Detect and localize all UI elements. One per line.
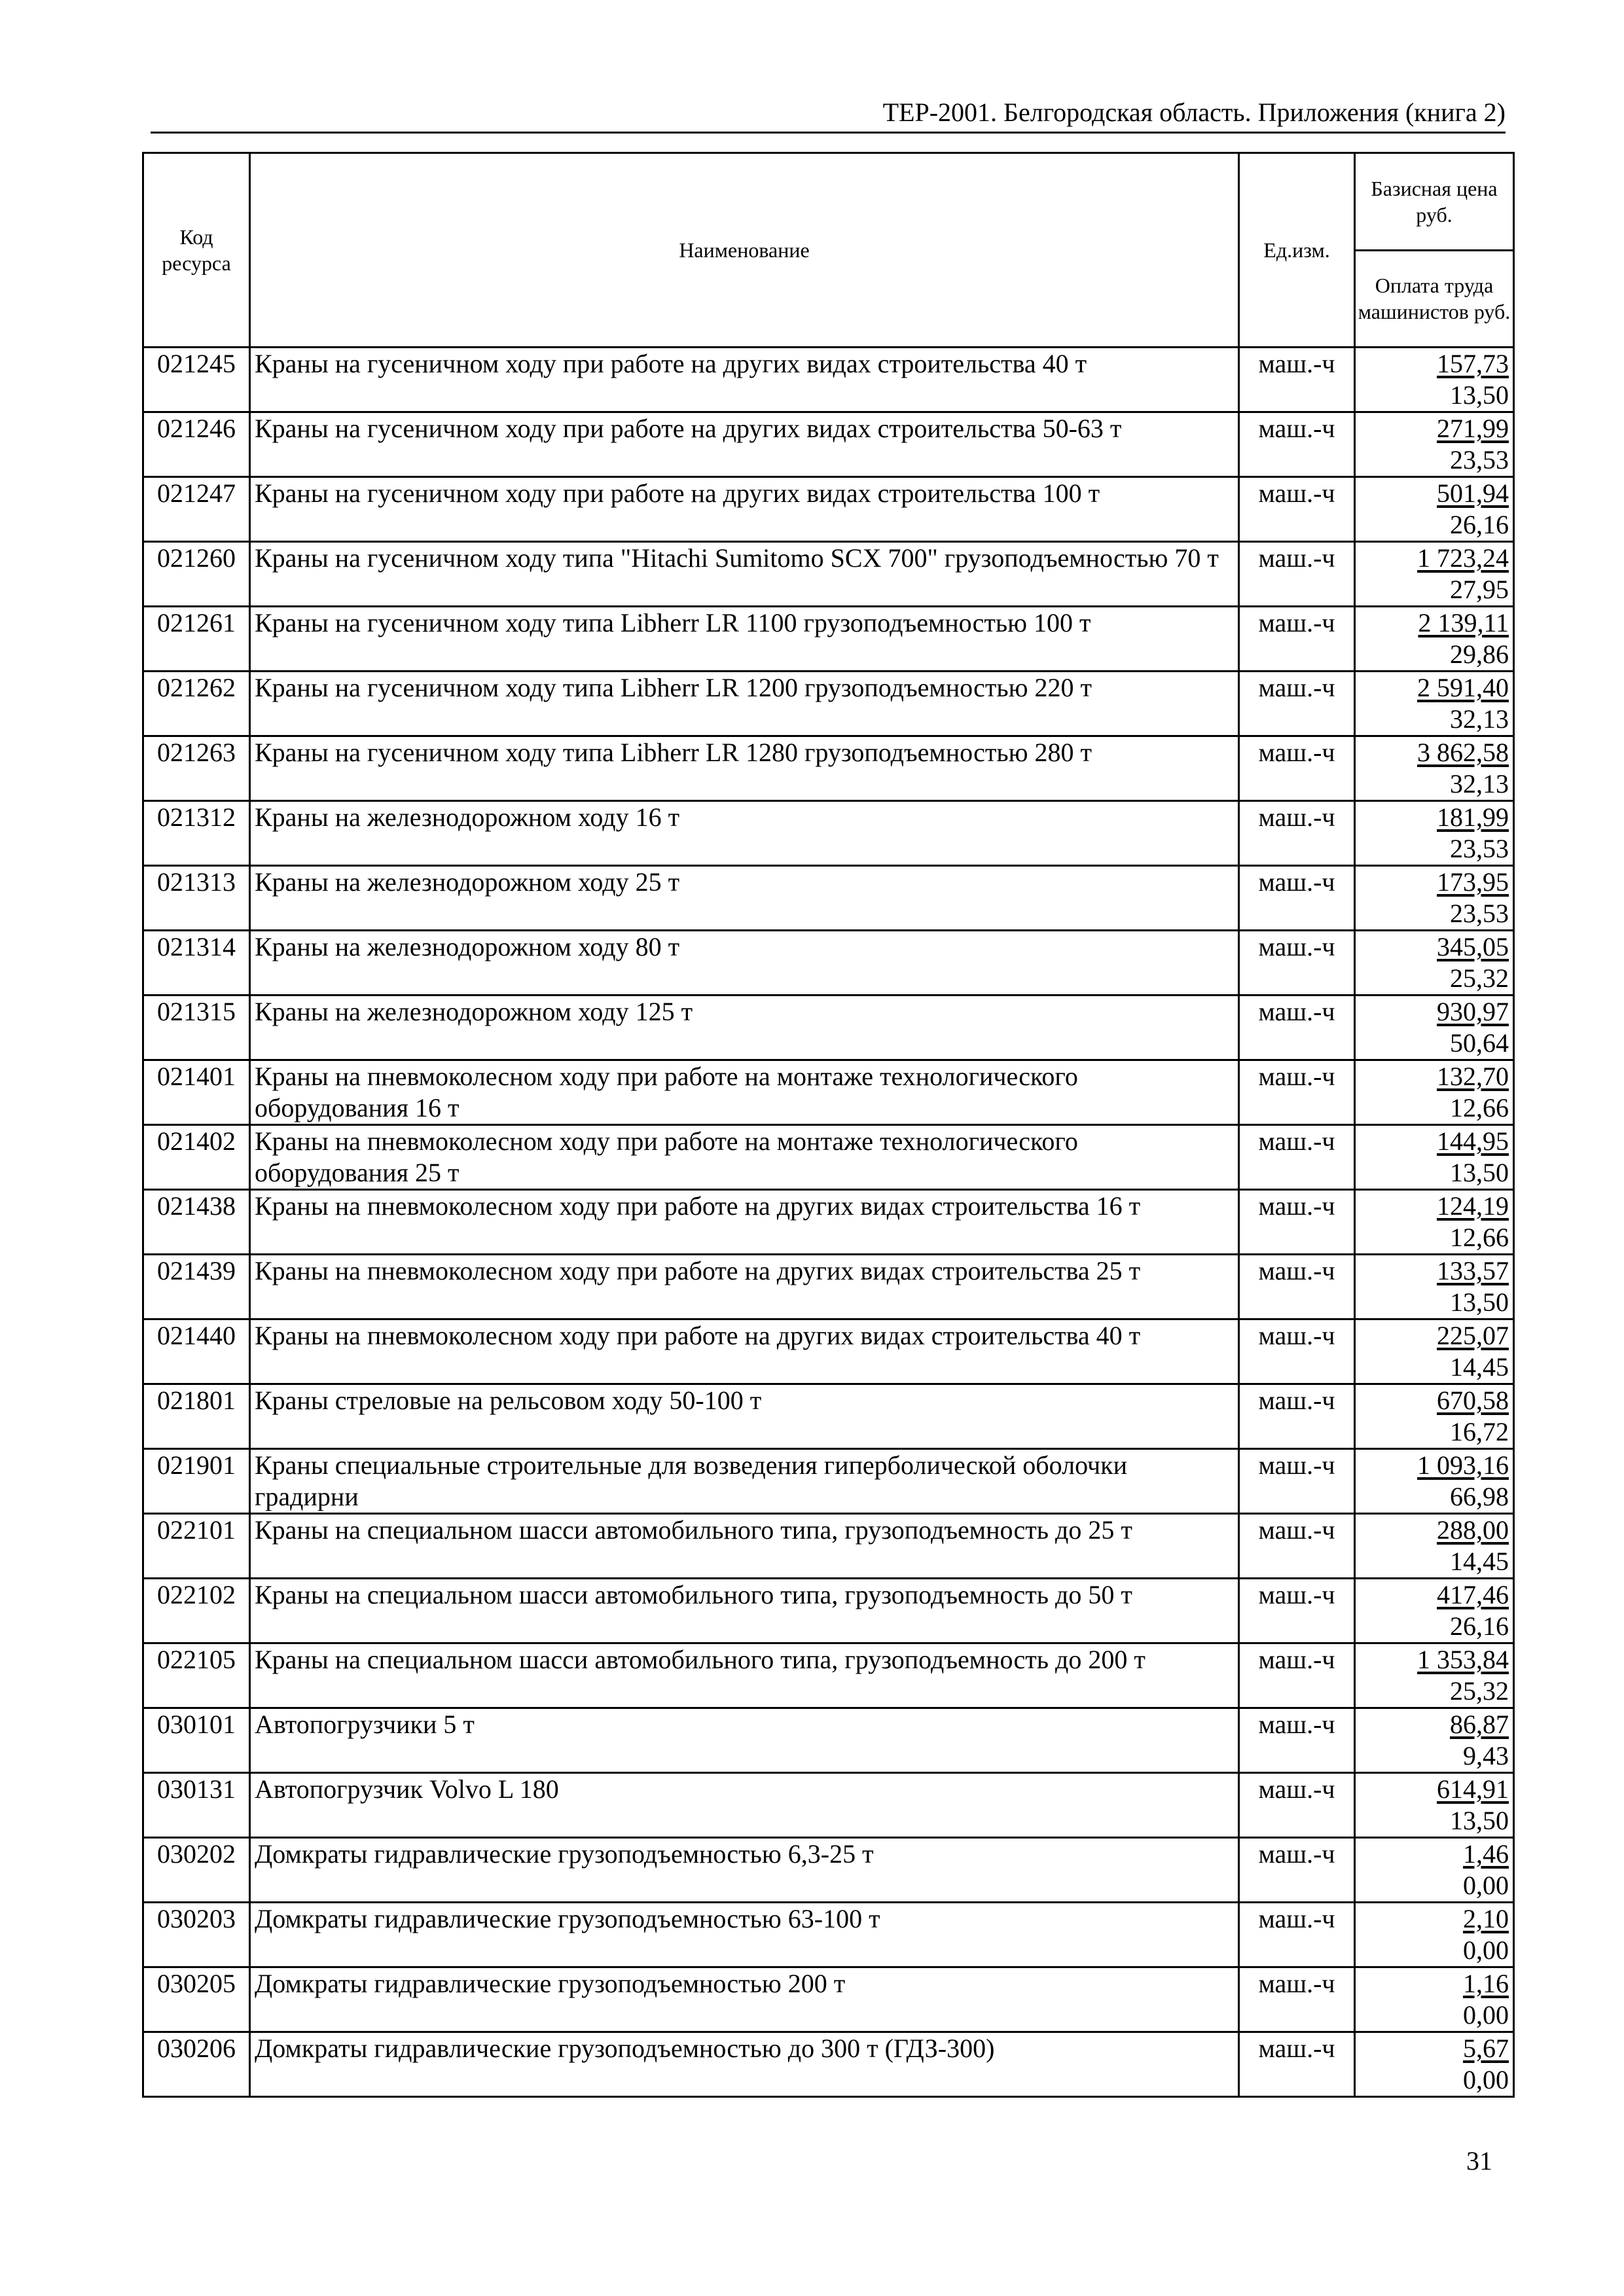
operator-pay: 26,16 — [1450, 1611, 1509, 1641]
resource-unit: маш.-ч — [1239, 1903, 1355, 1967]
base-price: 670,58 — [1437, 1386, 1509, 1415]
resource-values — [1355, 1514, 1514, 1579]
base-price: 173,95 — [1437, 867, 1509, 897]
operator-pay: 32,13 — [1450, 704, 1509, 734]
resource-name: Краны на железнодорожном ходу 25 т — [250, 866, 1239, 931]
base-price: 157,73 — [1437, 349, 1509, 378]
resource-name: Автопогрузчик Volvo L 180 — [250, 1773, 1239, 1838]
base-price: 271,99 — [1437, 414, 1509, 443]
operator-pay: 12,66 — [1450, 1223, 1509, 1252]
col-header-price: Базисная цена руб. — [1355, 153, 1514, 251]
resource-code: 021438 — [143, 1190, 250, 1255]
operator-pay: 25,32 — [1450, 1676, 1509, 1706]
base-price: 1 723,24 — [1417, 543, 1509, 573]
resource-code: 021440 — [143, 1319, 250, 1384]
operator-pay: 12,66 — [1450, 1093, 1509, 1122]
resource-unit: маш.-ч — [1239, 1449, 1355, 1514]
operator-pay: 66,98 — [1450, 1482, 1509, 1511]
operator-pay: 27,95 — [1450, 575, 1509, 604]
resource-code: 030131 — [143, 1773, 250, 1838]
resource-unit: маш.-ч — [1239, 542, 1355, 607]
resource-values — [1355, 1967, 1514, 2032]
table-row — [143, 1125, 1514, 1190]
base-price: 501,94 — [1437, 478, 1509, 508]
resource-values — [1355, 1643, 1514, 1708]
resource-values — [1355, 931, 1514, 996]
table-row — [143, 931, 1514, 996]
resource-unit: маш.-ч — [1239, 1838, 1355, 1903]
table-row — [143, 996, 1514, 1060]
col-header-unit: Ед.изм. — [1239, 153, 1355, 348]
resource-values — [1355, 1773, 1514, 1838]
resource-name: Краны на специальном шасси автомобильного типа, грузоподъемность до 25 т — [250, 1514, 1239, 1579]
resource-name: Краны на специальном шасси автомобильного типа, грузоподъемность до 50 т — [250, 1579, 1239, 1643]
resource-unit: маш.-ч — [1239, 1967, 1355, 2032]
operator-pay: 13,50 — [1450, 1806, 1509, 1835]
resource-unit: маш.-ч — [1239, 348, 1355, 412]
resource-unit: маш.-ч — [1239, 801, 1355, 866]
base-price: 132,70 — [1437, 1062, 1509, 1091]
resource-unit: маш.-ч — [1239, 1190, 1355, 1255]
table-row — [143, 1190, 1514, 1255]
resource-name: Домкраты гидравлические грузоподъемностью 63-100 т — [250, 1903, 1239, 1967]
resource-name: Краны на пневмоколесном ходу при работе на других видах строительства 40 т — [250, 1319, 1239, 1384]
resource-code: 021262 — [143, 672, 250, 736]
resource-unit: маш.-ч — [1239, 1773, 1355, 1838]
operator-pay: 23,53 — [1450, 445, 1509, 475]
operator-pay: 25,32 — [1450, 963, 1509, 993]
table-row — [143, 1838, 1514, 1903]
operator-pay: 14,45 — [1450, 1352, 1509, 1382]
resource-name: Краны на гусеничном ходу типа Libherr LR 1100 грузоподъемностью 100 т — [250, 607, 1239, 672]
resource-code: 021263 — [143, 736, 250, 801]
resource-values — [1355, 736, 1514, 801]
operator-pay: 29,86 — [1450, 639, 1509, 669]
operator-pay: 13,50 — [1450, 1287, 1509, 1317]
base-price: 144,95 — [1437, 1126, 1509, 1156]
table-row — [143, 1060, 1514, 1125]
table-row — [143, 348, 1514, 412]
resource-code: 021313 — [143, 866, 250, 931]
resource-unit: маш.-ч — [1239, 1579, 1355, 1643]
table-row — [143, 1643, 1514, 1708]
resource-name: Краны на гусеничном ходу при работе на других видах строительства 100 т — [250, 477, 1239, 542]
resource-unit: маш.-ч — [1239, 736, 1355, 801]
resource-values — [1355, 1060, 1514, 1125]
resource-values — [1355, 542, 1514, 607]
base-price: 345,05 — [1437, 932, 1509, 961]
resource-unit: маш.-ч — [1239, 996, 1355, 1060]
header-rule — [151, 132, 1506, 134]
resource-unit: маш.-ч — [1239, 412, 1355, 477]
resource-code: 030206 — [143, 2032, 250, 2097]
operator-pay: 9,43 — [1463, 1741, 1509, 1770]
table-row — [143, 801, 1514, 866]
operator-pay: 32,13 — [1450, 769, 1509, 798]
resource-unit: маш.-ч — [1239, 1708, 1355, 1773]
resource-name: Краны на гусеничном ходу типа Libherr LR 1280 грузоподъемностью 280 т — [250, 736, 1239, 801]
resource-name: Краны на пневмоколесном ходу при работе на других видах строительства 25 т — [250, 1255, 1239, 1319]
resource-unit: маш.-ч — [1239, 607, 1355, 672]
base-price: 1,46 — [1463, 1839, 1509, 1869]
operator-pay: 16,72 — [1450, 1417, 1509, 1446]
resource-name: Краны на железнодорожном ходу 16 т — [250, 801, 1239, 866]
resource-values — [1355, 2032, 1514, 2097]
resource-name: Краны специальные строительные для возведения гиперболической оболочки градирни — [250, 1449, 1239, 1514]
resource-code: 021439 — [143, 1255, 250, 1319]
resource-values — [1355, 672, 1514, 736]
operator-pay: 23,53 — [1450, 834, 1509, 863]
table-row — [143, 1514, 1514, 1579]
resource-unit: маш.-ч — [1239, 1514, 1355, 1579]
resource-unit: маш.-ч — [1239, 866, 1355, 931]
resource-values — [1355, 1319, 1514, 1384]
base-price: 288,00 — [1437, 1515, 1509, 1545]
col-header-pay: Оплата труда машинистов руб. — [1355, 250, 1514, 348]
resource-values — [1355, 607, 1514, 672]
table-row — [143, 1903, 1514, 1967]
resource-values — [1355, 477, 1514, 542]
table-row — [143, 1708, 1514, 1773]
resource-code: 021402 — [143, 1125, 250, 1190]
resource-code: 022101 — [143, 1514, 250, 1579]
resource-name: Краны на гусеничном ходу при работе на других видах строительства 40 т — [250, 348, 1239, 412]
resource-unit: маш.-ч — [1239, 477, 1355, 542]
operator-pay: 0,00 — [1463, 1871, 1509, 1900]
resource-values — [1355, 996, 1514, 1060]
resource-name: Домкраты гидравлические грузоподъемностью до 300 т (ГДЗ-300) — [250, 2032, 1239, 2097]
resource-table — [142, 152, 1515, 2098]
resource-name: Домкраты гидравлические грузоподъемностью 6,3-25 т — [250, 1838, 1239, 1903]
table-row — [143, 1255, 1514, 1319]
resource-name: Краны на специальном шасси автомобильного типа, грузоподъемность до 200 т — [250, 1643, 1239, 1708]
operator-pay: 26,16 — [1450, 510, 1509, 539]
page-number: 31 — [1466, 2146, 1492, 2176]
table-row — [143, 1319, 1514, 1384]
resource-values — [1355, 866, 1514, 931]
resource-name: Краны на пневмоколесном ходу при работе на монтаже технологического оборудования 16 т — [250, 1060, 1239, 1125]
resource-code: 021801 — [143, 1384, 250, 1449]
base-price: 2 139,11 — [1418, 608, 1509, 637]
base-price: 614,91 — [1437, 1774, 1509, 1804]
operator-pay: 0,00 — [1463, 2065, 1509, 2094]
resource-code: 021261 — [143, 607, 250, 672]
resource-unit: маш.-ч — [1239, 1643, 1355, 1708]
operator-pay: 0,00 — [1463, 2000, 1509, 2030]
resource-name: Краны на железнодорожном ходу 125 т — [250, 996, 1239, 1060]
resource-unit: маш.-ч — [1239, 1384, 1355, 1449]
resource-code: 021246 — [143, 412, 250, 477]
operator-pay: 0,00 — [1463, 1935, 1509, 1965]
resource-name: Краны на пневмоколесном ходу при работе на других видах строительства 16 т — [250, 1190, 1239, 1255]
resource-code: 021245 — [143, 348, 250, 412]
resource-code: 030101 — [143, 1708, 250, 1773]
col-header-name: Наименование — [250, 153, 1239, 348]
base-price: 2,10 — [1463, 1904, 1509, 1933]
resource-unit: маш.-ч — [1239, 2032, 1355, 2097]
resource-code: 021260 — [143, 542, 250, 607]
operator-pay: 50,64 — [1450, 1028, 1509, 1058]
table-row — [143, 542, 1514, 607]
table-row — [143, 1773, 1514, 1838]
resource-code: 021901 — [143, 1449, 250, 1514]
col-header-code: Код ресурса — [143, 153, 250, 348]
resource-unit: маш.-ч — [1239, 1255, 1355, 1319]
resource-name: Автопогрузчики 5 т — [250, 1708, 1239, 1773]
resource-name: Краны на железнодорожном ходу 80 т — [250, 931, 1239, 996]
resource-values — [1355, 412, 1514, 477]
resource-unit: маш.-ч — [1239, 1060, 1355, 1125]
resource-code: 030202 — [143, 1838, 250, 1903]
resource-code: 021401 — [143, 1060, 250, 1125]
resource-code: 022102 — [143, 1579, 250, 1643]
resource-values — [1355, 1708, 1514, 1773]
resource-unit: маш.-ч — [1239, 931, 1355, 996]
operator-pay: 13,50 — [1450, 380, 1509, 410]
resource-name: Краны на пневмоколесном ходу при работе на монтаже технологического оборудования 25 т — [250, 1125, 1239, 1190]
resource-values — [1355, 1579, 1514, 1643]
table-row — [143, 866, 1514, 931]
resource-name: Краны стреловые на рельсовом ходу 50-100 т — [250, 1384, 1239, 1449]
resource-name: Краны на гусеничном ходу типа Libherr LR 1200 грузоподъемностью 220 т — [250, 672, 1239, 736]
resource-values — [1355, 801, 1514, 866]
operator-pay: 13,50 — [1450, 1158, 1509, 1187]
operator-pay: 14,45 — [1450, 1547, 1509, 1576]
base-price: 86,87 — [1450, 1710, 1509, 1739]
resource-code: 030203 — [143, 1903, 250, 1967]
resource-values — [1355, 1190, 1514, 1255]
resource-values — [1355, 1384, 1514, 1449]
base-price: 225,07 — [1437, 1321, 1509, 1350]
base-price: 930,97 — [1437, 997, 1509, 1026]
resource-code: 021315 — [143, 996, 250, 1060]
table-row — [143, 1579, 1514, 1643]
base-price: 3 862,58 — [1417, 738, 1509, 767]
table-row — [143, 1449, 1514, 1514]
base-price: 417,46 — [1437, 1580, 1509, 1609]
resource-values — [1355, 1449, 1514, 1514]
resource-unit: маш.-ч — [1239, 672, 1355, 736]
operator-pay: 23,53 — [1450, 899, 1509, 928]
base-price: 181,99 — [1437, 802, 1509, 832]
base-price: 2 591,40 — [1417, 673, 1509, 702]
resource-unit: маш.-ч — [1239, 1319, 1355, 1384]
resource-name: Краны на гусеничном ходу типа "Hitachi Sumitomo SCX 700" грузоподъемностью 70 т — [250, 542, 1239, 607]
running-title: ТЕР-2001. Белгородская область. Приложения (книга 2) — [882, 98, 1506, 127]
base-price: 1 093,16 — [1417, 1450, 1509, 1480]
table-row — [143, 607, 1514, 672]
resource-values — [1355, 1838, 1514, 1903]
table-body — [143, 348, 1514, 2097]
resource-unit: маш.-ч — [1239, 1125, 1355, 1190]
resource-code: 021247 — [143, 477, 250, 542]
table-row — [143, 477, 1514, 542]
resource-code: 022105 — [143, 1643, 250, 1708]
resource-values — [1355, 348, 1514, 412]
table-row — [143, 1384, 1514, 1449]
resource-values — [1355, 1125, 1514, 1190]
base-price: 1 353,84 — [1417, 1645, 1509, 1674]
resource-name: Краны на гусеничном ходу при работе на других видах строительства 50-63 т — [250, 412, 1239, 477]
resource-code: 021312 — [143, 801, 250, 866]
resource-code: 030205 — [143, 1967, 250, 2032]
base-price: 133,57 — [1437, 1256, 1509, 1285]
table-row — [143, 672, 1514, 736]
resource-name: Домкраты гидравлические грузоподъемностью 200 т — [250, 1967, 1239, 2032]
base-price: 124,19 — [1437, 1191, 1509, 1221]
base-price: 1,16 — [1463, 1969, 1509, 1998]
table-row — [143, 412, 1514, 477]
resource-values — [1355, 1255, 1514, 1319]
table-row — [143, 2032, 1514, 2097]
resource-code: 021314 — [143, 931, 250, 996]
base-price: 5,67 — [1463, 2034, 1509, 2063]
table-row — [143, 1967, 1514, 2032]
table-row — [143, 736, 1514, 801]
resource-values — [1355, 1903, 1514, 1967]
